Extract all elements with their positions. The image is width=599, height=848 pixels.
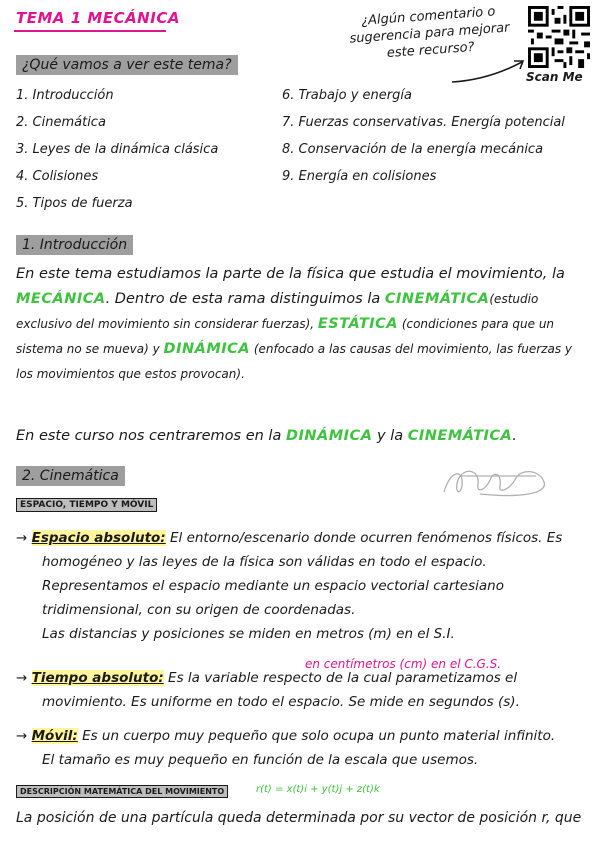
keyword-estatica: ESTÁTICA <box>317 316 398 332</box>
toc-item-leyes: 3. Leyes de la dinámica clásica <box>16 142 219 157</box>
position-paragraph: La posición de una partícula queda determinada por su vector de posición r, que <box>16 810 582 826</box>
intro-paragraph <box>16 262 591 387</box>
focus-text-3: . <box>512 428 517 444</box>
qr-code-icon[interactable] <box>528 6 590 68</box>
bullet-tiempo <box>16 666 591 714</box>
espacio-line-2: homogéneo y las leyes de la física son válidas en todo el espacio. <box>42 554 487 570</box>
keyword-dinamica-2: DINÁMICA <box>285 428 373 444</box>
tiempo-line-2: movimiento. Es uniforme en todo el espacio. Se mide en segundos (s). <box>42 694 520 710</box>
feedback-prompt: ¿Algún comentario o sugerencia para mejorar este recurso? <box>349 4 510 61</box>
toc-item-introduccion: 1. Introducción <box>16 88 114 103</box>
page-title: TEMA 1 MECÁNICA <box>16 9 180 27</box>
espacio-line-5: Las distancias y posiciones se miden en metros (m) en el S.I. <box>42 626 455 642</box>
espacio-line-1: El entorno/escenario donde ocurren fenómenos físicos. Es <box>165 530 563 546</box>
intro-text-1: En este tema estudiamos la parte de la física que estudia el movimiento, la <box>16 266 565 282</box>
topics-heading: ¿Qué vamos a ver este tema? <box>16 55 238 75</box>
signature <box>440 462 552 502</box>
bullet-movil <box>16 724 591 772</box>
arrow-icon: → <box>16 670 28 686</box>
toc-item-colisiones: 4. Colisiones <box>16 169 99 184</box>
movil-line-2: El tamaño es muy pequeño en función de la escala que usemos. <box>42 752 479 768</box>
section-2-heading: 2. Cinemática <box>16 466 125 486</box>
arrow-icon: → <box>16 530 28 546</box>
toc-item-fuerzas: 5. Tipos de fuerza <box>16 196 133 211</box>
toc-right-column <box>282 82 565 190</box>
keyword-dinamica: DINÁMICA <box>163 341 251 357</box>
focus-text-2: y la <box>372 428 408 444</box>
intro-text-4: (condiciones para que un sistema no se mueva) y <box>16 317 555 356</box>
cgs-note: en centímetros (cm) en el C.G.S. <box>305 657 502 671</box>
term-espacio: Espacio absoluto: <box>31 530 166 546</box>
section-1-heading: 1. Introducción <box>16 235 133 255</box>
position-vector-formula: r(t) = x(t)i + y(t)j + z(t)k <box>256 784 380 795</box>
toc-item-conservacion: 8. Conservación de la energía mecánica <box>282 142 544 157</box>
scan-me-label: Scan Me <box>526 70 583 84</box>
keyword-cinematica: CINEMÁTICA <box>384 291 490 307</box>
focus-text-1: En este curso nos centraremos en la <box>16 428 286 444</box>
subsection-tag: ESPACIO, TIEMPO Y MÓVIL <box>16 498 157 512</box>
arrow-icon: → <box>16 728 28 744</box>
keyword-mecanica: MECÁNICA <box>16 291 106 307</box>
focus-paragraph <box>16 424 591 449</box>
title-underline <box>14 30 166 32</box>
toc-item-conservativas: 7. Fuerzas conservativas. Energía potencial <box>282 115 565 130</box>
toc-item-cinematica: 2. Cinemática <box>16 115 106 130</box>
tiempo-line-1: Es la variable respecto de la cual parametizamos el <box>163 670 518 686</box>
bullet-espacio <box>16 526 591 646</box>
espacio-line-4: tridimensional, con su origen de coordenadas. <box>42 602 356 618</box>
toc-item-energia-colisiones: 9. Energía en colisiones <box>282 169 437 184</box>
espacio-line-3: Representamos el espacio mediante un espacio vectorial cartesiano <box>42 578 504 594</box>
intro-text-5: (enfocado a las causas del movimiento, las fuerzas y los movimientos que estos provocan). <box>16 342 572 381</box>
term-tiempo: Tiempo absoluto: <box>31 670 164 686</box>
toc-left-column <box>16 82 218 217</box>
keyword-cinematica-2: CINEMÁTICA <box>407 428 513 444</box>
toc-item-trabajo: 6. Trabajo y energía <box>282 88 412 103</box>
term-movil: Móvil: <box>31 728 78 744</box>
intro-text-2: . Dentro de esta rama distinguimos la <box>105 291 385 307</box>
movil-line-1: Es un cuerpo muy pequeño que solo ocupa un punto material infinito. <box>77 728 556 744</box>
math-description-tag: DESCRIPCIÓN MATEMÁTICA DEL MOVIMIENTO <box>16 785 228 798</box>
intro-text-3: (estudio exclusivo del movimiento sin considerar fuerzas), <box>16 292 539 331</box>
